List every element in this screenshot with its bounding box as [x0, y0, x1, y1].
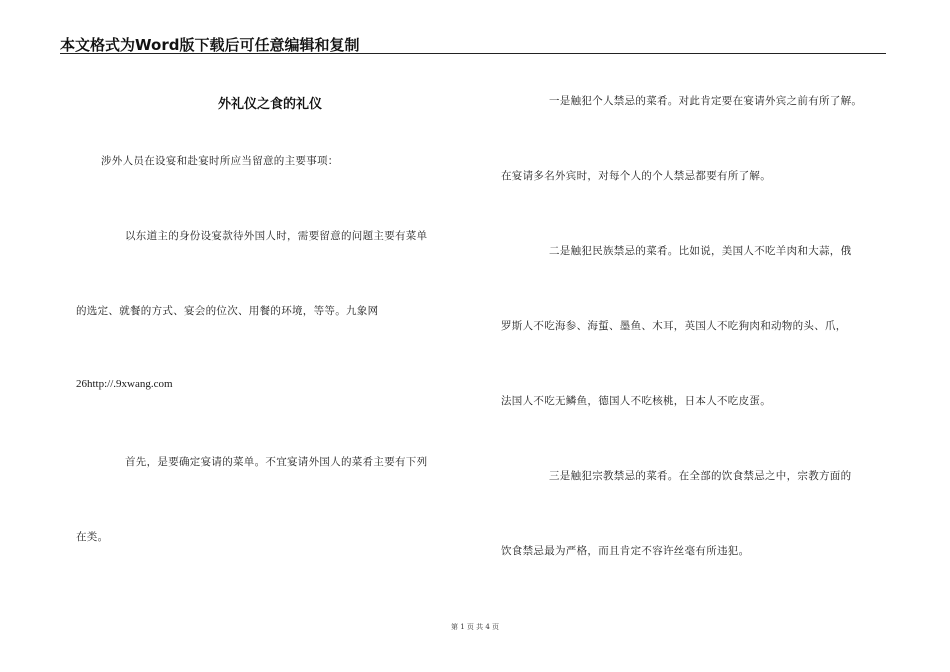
- paragraph-line: 一是触犯个人禁忌的菜肴。对此肯定要在宴请外宾之前有所了解。: [549, 95, 863, 107]
- page-header: 本文格式为Word版下载后可任意编辑和复制: [60, 36, 360, 54]
- page-number: 第 1 页 共 4 页: [450, 623, 500, 631]
- paragraph-line: 涉外人员在设宴和赴宴时所应当留意的主要事项：: [101, 155, 339, 167]
- paragraph-line: 饮食禁忌最为严格，而且肯定不容许丝毫有所违犯。: [501, 545, 750, 557]
- paragraph-line: 在宴请多名外宾时，对每个人的个人禁忌都要有所了解。: [501, 170, 771, 182]
- paragraph-line: 首先，是要确定宴请的菜单。不宜宴请外国人的菜肴主要有下列: [125, 456, 428, 468]
- paragraph-line: 的选定、就餐的方式、宴会的位次、用餐的环境，等等。九象网: [76, 305, 379, 317]
- paragraph-line: 二是触犯民族禁忌的菜肴。比如说，美国人不吃羊肉和大蒜，俄: [549, 245, 852, 257]
- paragraph-line: 在类。: [76, 531, 109, 543]
- paragraph-line: 法国人不吃无鳞鱼，德国人不吃核桃，日本人不吃皮蛋。: [501, 395, 771, 407]
- header-divider: [60, 53, 886, 54]
- paragraph-line: 26http://.9xwang.com: [76, 378, 173, 390]
- paragraph-line: 以东道主的身份设宴款待外国人时，需要留意的问题主要有菜单: [125, 230, 428, 242]
- paragraph-line: 罗斯人不吃海参、海蜇、墨鱼、木耳，英国人不吃狗肉和动物的头、爪，: [501, 320, 847, 332]
- paragraph-line: 三是触犯宗教禁忌的菜肴。在全部的饮食禁忌之中，宗教方面的: [549, 470, 852, 482]
- document-title: 外礼仪之食的礼仪: [217, 97, 322, 112]
